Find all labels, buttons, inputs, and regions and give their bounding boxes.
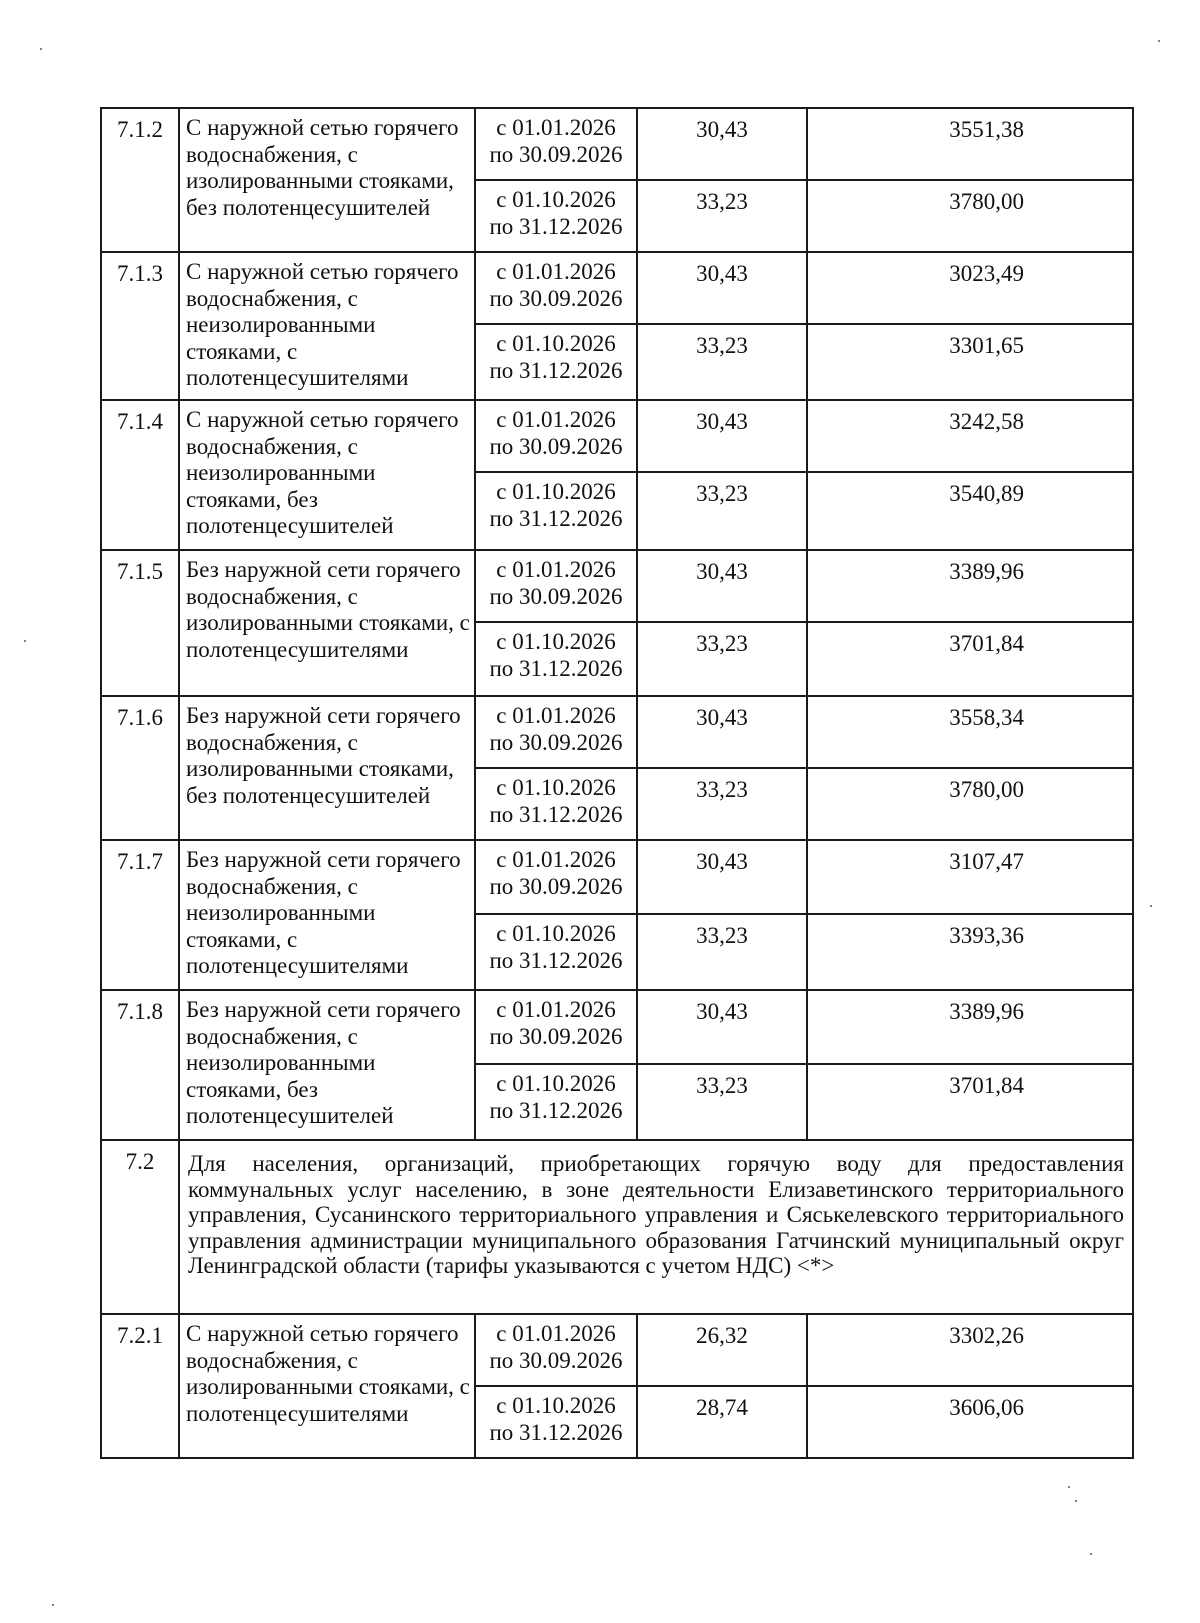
tariff-value: 3389,96 [807, 550, 1133, 622]
component-value: 33,23 [637, 622, 807, 696]
table-row [101, 840, 1133, 914]
period-from: с 01.01.2026 [496, 407, 616, 432]
item-number: 7.1.5 [101, 550, 179, 696]
tariff-value: 3023,49 [807, 252, 1133, 324]
period-cell [475, 324, 637, 400]
tariff-value: 3540,89 [807, 472, 1133, 550]
item-number: 7.1.4 [101, 400, 179, 550]
section-number: 7.2 [101, 1140, 179, 1314]
table-row [101, 252, 1133, 324]
item-description: С наружной сетью горячего водоснабжения, с изолированными стояками, без полотенцесушителей [179, 108, 475, 252]
item-description: С наружной сетью горячего водоснабжения, с неизолированными стояками, с полотенцесушителями [179, 252, 475, 400]
scan-speck [1068, 1486, 1070, 1488]
component-value: 30,43 [637, 990, 807, 1064]
period-to: по 31.12.2026 [489, 801, 623, 827]
period-cell [475, 840, 637, 914]
period-from: с 01.10.2026 [496, 775, 616, 800]
section-row [101, 1140, 1133, 1314]
period-from: с 01.10.2026 [496, 1393, 616, 1418]
table-row [101, 696, 1133, 768]
period-to: по 31.12.2026 [489, 1419, 623, 1445]
component-value: 30,43 [637, 840, 807, 914]
period-cell [475, 990, 637, 1064]
period-cell [475, 1314, 637, 1386]
item-description: Без наружной сети горячего водоснабжения, с неизолированными стояками, с полотенцесушителями [179, 840, 475, 990]
item-number: 7.1.7 [101, 840, 179, 990]
component-value: 33,23 [637, 768, 807, 840]
period-from: с 01.10.2026 [496, 1071, 616, 1096]
tariff-value: 3393,36 [807, 914, 1133, 990]
item-number: 7.1.2 [101, 108, 179, 252]
period-from: с 01.01.2026 [496, 115, 616, 140]
period-cell [475, 550, 637, 622]
item-description: Без наружной сети горячего водоснабжения, с изолированными стояками, без полотенцесушителей [179, 696, 475, 840]
scan-speck [1150, 905, 1152, 907]
period-from: с 01.01.2026 [496, 847, 616, 872]
period-cell [475, 914, 637, 990]
period-cell [475, 622, 637, 696]
table-row [101, 990, 1133, 1064]
period-to: по 31.12.2026 [489, 1097, 623, 1123]
tariff-value: 3701,84 [807, 1064, 1133, 1140]
period-to: по 31.12.2026 [489, 357, 623, 383]
period-cell [475, 400, 637, 472]
period-to: по 30.09.2026 [489, 285, 623, 311]
period-to: по 30.09.2026 [489, 583, 623, 609]
period-to: по 30.09.2026 [489, 433, 623, 459]
period-from: с 01.01.2026 [496, 259, 616, 284]
item-description: Без наружной сети горячего водоснабжения, с изолированными стояками, с полотенцесушителями [179, 550, 475, 696]
period-to: по 31.12.2026 [489, 947, 623, 973]
component-value: 33,23 [637, 180, 807, 252]
item-description: Без наружной сети горячего водоснабжения, с неизолированными стояками, без полотенцесушителей [179, 990, 475, 1140]
tariff-value: 3301,65 [807, 324, 1133, 400]
period-from: с 01.10.2026 [496, 629, 616, 654]
period-from: с 01.10.2026 [496, 331, 616, 356]
period-cell [475, 108, 637, 180]
tariff-value: 3107,47 [807, 840, 1133, 914]
tariff-value: 3780,00 [807, 180, 1133, 252]
scan-speck [52, 1604, 54, 1606]
item-description: С наружной сетью горячего водоснабжения, с неизолированными стояками, без полотенцесушителей [179, 400, 475, 550]
period-from: с 01.01.2026 [496, 997, 616, 1022]
component-value: 30,43 [637, 400, 807, 472]
scan-speck [1075, 1500, 1077, 1502]
component-value: 33,23 [637, 914, 807, 990]
tariff-value: 3242,58 [807, 400, 1133, 472]
period-cell [475, 472, 637, 550]
period-cell [475, 696, 637, 768]
component-value: 28,74 [637, 1386, 807, 1458]
period-from: с 01.10.2026 [496, 187, 616, 212]
item-number: 7.2.1 [101, 1314, 179, 1458]
period-to: по 31.12.2026 [489, 505, 623, 531]
component-value: 26,32 [637, 1314, 807, 1386]
item-number: 7.1.3 [101, 252, 179, 400]
component-value: 30,43 [637, 696, 807, 768]
item-number: 7.1.8 [101, 990, 179, 1140]
component-value: 30,43 [637, 252, 807, 324]
period-cell [475, 768, 637, 840]
table-row [101, 550, 1133, 622]
period-cell [475, 252, 637, 324]
table-row [101, 400, 1133, 472]
period-to: по 30.09.2026 [489, 141, 623, 167]
tariff-value: 3389,96 [807, 990, 1133, 1064]
table-row [101, 108, 1133, 180]
period-from: с 01.01.2026 [496, 557, 616, 582]
period-to: по 31.12.2026 [489, 655, 623, 681]
item-number: 7.1.6 [101, 696, 179, 840]
period-cell [475, 1386, 637, 1458]
scan-speck [1158, 40, 1160, 42]
period-cell [475, 180, 637, 252]
period-from: с 01.01.2026 [496, 703, 616, 728]
section-description: Для населения, организаций, приобретающих горячую воду для предоставления коммунальных услуг населению, в зоне деятельности Елизаветинского территориального управления, Сусанинского территориального управления и Сяськелевского территориального управления администрации муниципального образования Гатчинский муниципальный округ Ленинградской области (тарифы указываются с учетом НДС) <*> [179, 1140, 1133, 1314]
component-value: 30,43 [637, 108, 807, 180]
period-to: по 31.12.2026 [489, 213, 623, 239]
tariff-value: 3558,34 [807, 696, 1133, 768]
period-from: с 01.10.2026 [496, 921, 616, 946]
period-from: с 01.01.2026 [496, 1321, 616, 1346]
component-value: 33,23 [637, 472, 807, 550]
period-to: по 30.09.2026 [489, 1347, 623, 1373]
period-to: по 30.09.2026 [489, 1023, 623, 1049]
tariff-table [100, 107, 1134, 1459]
tariff-value: 3701,84 [807, 622, 1133, 696]
tariff-value: 3780,00 [807, 768, 1133, 840]
scan-speck [40, 48, 42, 50]
item-description: С наружной сетью горячего водоснабжения, с изолированными стояками, с полотенцесушителями [179, 1314, 475, 1458]
period-to: по 30.09.2026 [489, 873, 623, 899]
period-from: с 01.10.2026 [496, 479, 616, 504]
component-value: 30,43 [637, 550, 807, 622]
tariff-value: 3606,06 [807, 1386, 1133, 1458]
period-cell [475, 1064, 637, 1140]
scan-speck [24, 640, 26, 642]
period-to: по 30.09.2026 [489, 729, 623, 755]
tariff-value: 3302,26 [807, 1314, 1133, 1386]
table-row [101, 1314, 1133, 1386]
component-value: 33,23 [637, 324, 807, 400]
tariff-value: 3551,38 [807, 108, 1133, 180]
component-value: 33,23 [637, 1064, 807, 1140]
scan-speck [1090, 1553, 1092, 1555]
